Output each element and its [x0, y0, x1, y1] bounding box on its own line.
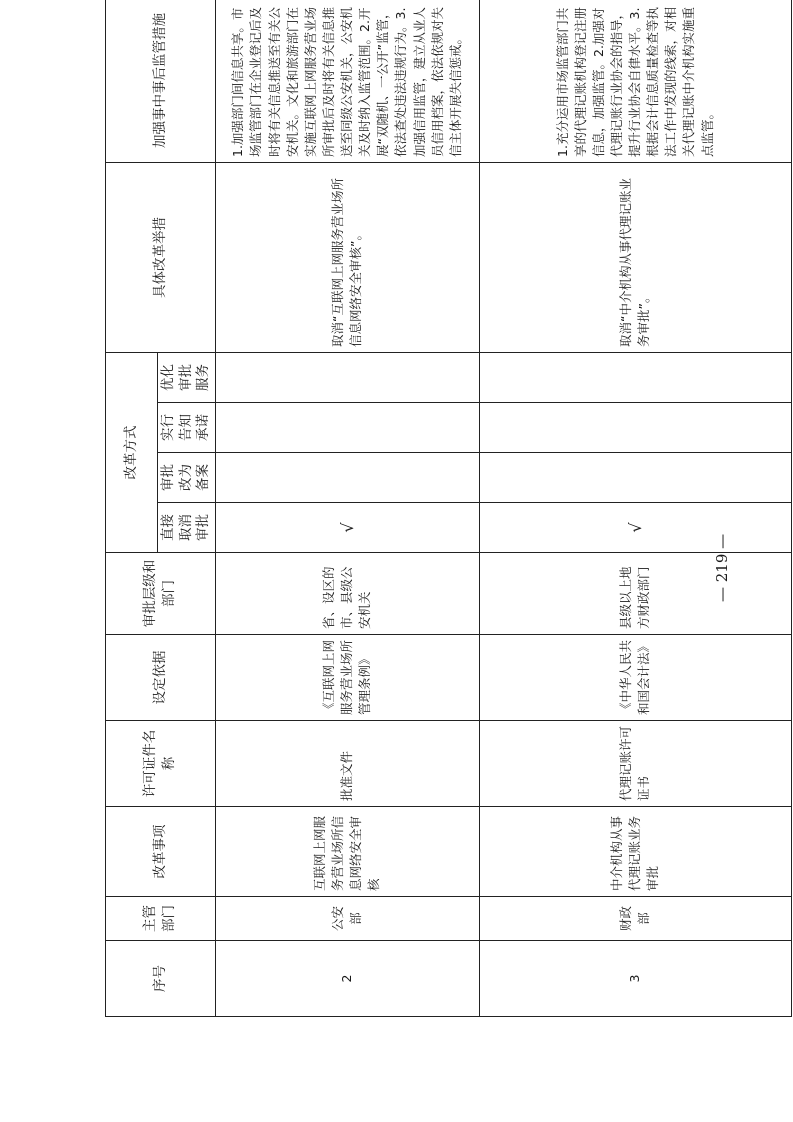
- cell-measures: 取消“中介机构从事代理记账业务审批”。: [479, 163, 791, 353]
- header-method-commitment: 实行告知承诺: [158, 403, 216, 453]
- cell-item: 中介机构从事代理记账业务审批: [479, 807, 791, 897]
- cell-supervision: 1.加强部门间信息共享。市场监管部门在企业登记后及时将有关信息推送至有关公安机关。文化和旅游部门在实施互联网上网服务营业场所审批后及时将有关信息推送至同级公安机关，公安机关及时纳入监管范围。2.开展“双随机、一公开”监管，依法查处违法违规行为。3.加强信用监管，建立从业人员信用档案，依法依规对失信主体开展失信惩戒。: [215, 0, 479, 163]
- cell-measures: 取消“互联网上网服务营业场所信息网络安全审核”。: [215, 163, 479, 353]
- header-basis: 设定依据: [106, 635, 216, 721]
- cell-method-filing: [479, 453, 791, 503]
- reform-table-rotated: [105, 6, 779, 1017]
- cell-license: 代理记账许可证书: [479, 721, 791, 807]
- header-measures: 具体改革举措: [106, 163, 216, 353]
- cell-supervision: 1.充分运用市场监管部门共享的代理记账机构登记注册信息，加强监管。2.加强对代理记账行业协会的指导，提升行业协会自律水平。3.根据会计信息质量检查等执法工作中发现的线索，对相关代理记账中介机构实施重点监管。: [479, 0, 791, 163]
- cell-basis: 《中华人民共和国会计法》: [479, 635, 791, 721]
- page-number: — 219 —: [713, 533, 731, 602]
- cell-seq: 3: [479, 941, 791, 1017]
- cell-method-optimize: [479, 353, 791, 403]
- cell-level: 省、设区的市、县级公安机关: [215, 553, 479, 635]
- table-row: [479, 0, 791, 1017]
- cell-item: 互联网上网服务营业场所信息网络安全审核: [215, 807, 479, 897]
- header-level: 审批层级和部门: [106, 553, 216, 635]
- header-item: 改革事项: [106, 807, 216, 897]
- header-license: 许可证件名称: [106, 721, 216, 807]
- table-header-row: [106, 0, 158, 1017]
- check-mark: √: [215, 503, 479, 553]
- check-mark: √: [479, 503, 791, 553]
- header-method-filing: 审批改为备案: [158, 453, 216, 503]
- header-dept: 主管部门: [106, 897, 216, 941]
- cell-method-filing: [215, 453, 479, 503]
- cell-method-commitment: [479, 403, 791, 453]
- cell-seq: 2: [215, 941, 479, 1017]
- header-method-cancel: 直接取消审批: [158, 503, 216, 553]
- header-supervision: 加强事中事后监管措施: [106, 0, 216, 163]
- reform-table: [105, 0, 792, 1017]
- cell-level: 县级以上地方财政部门: [479, 553, 791, 635]
- header-method: 改革方式: [106, 353, 158, 553]
- cell-dept: 财政部: [479, 897, 791, 941]
- cell-dept: 公安部: [215, 897, 479, 941]
- table-row: [215, 0, 479, 1017]
- cell-license: 批准文件: [215, 721, 479, 807]
- page-number-container: [707, 516, 737, 606]
- cell-method-optimize: [215, 353, 479, 403]
- cell-method-commitment: [215, 403, 479, 453]
- header-seq: 序号: [106, 941, 216, 1017]
- cell-basis: 《互联网上网服务营业场所管理条例》: [215, 635, 479, 721]
- header-method-optimize: 优化审批服务: [158, 353, 216, 403]
